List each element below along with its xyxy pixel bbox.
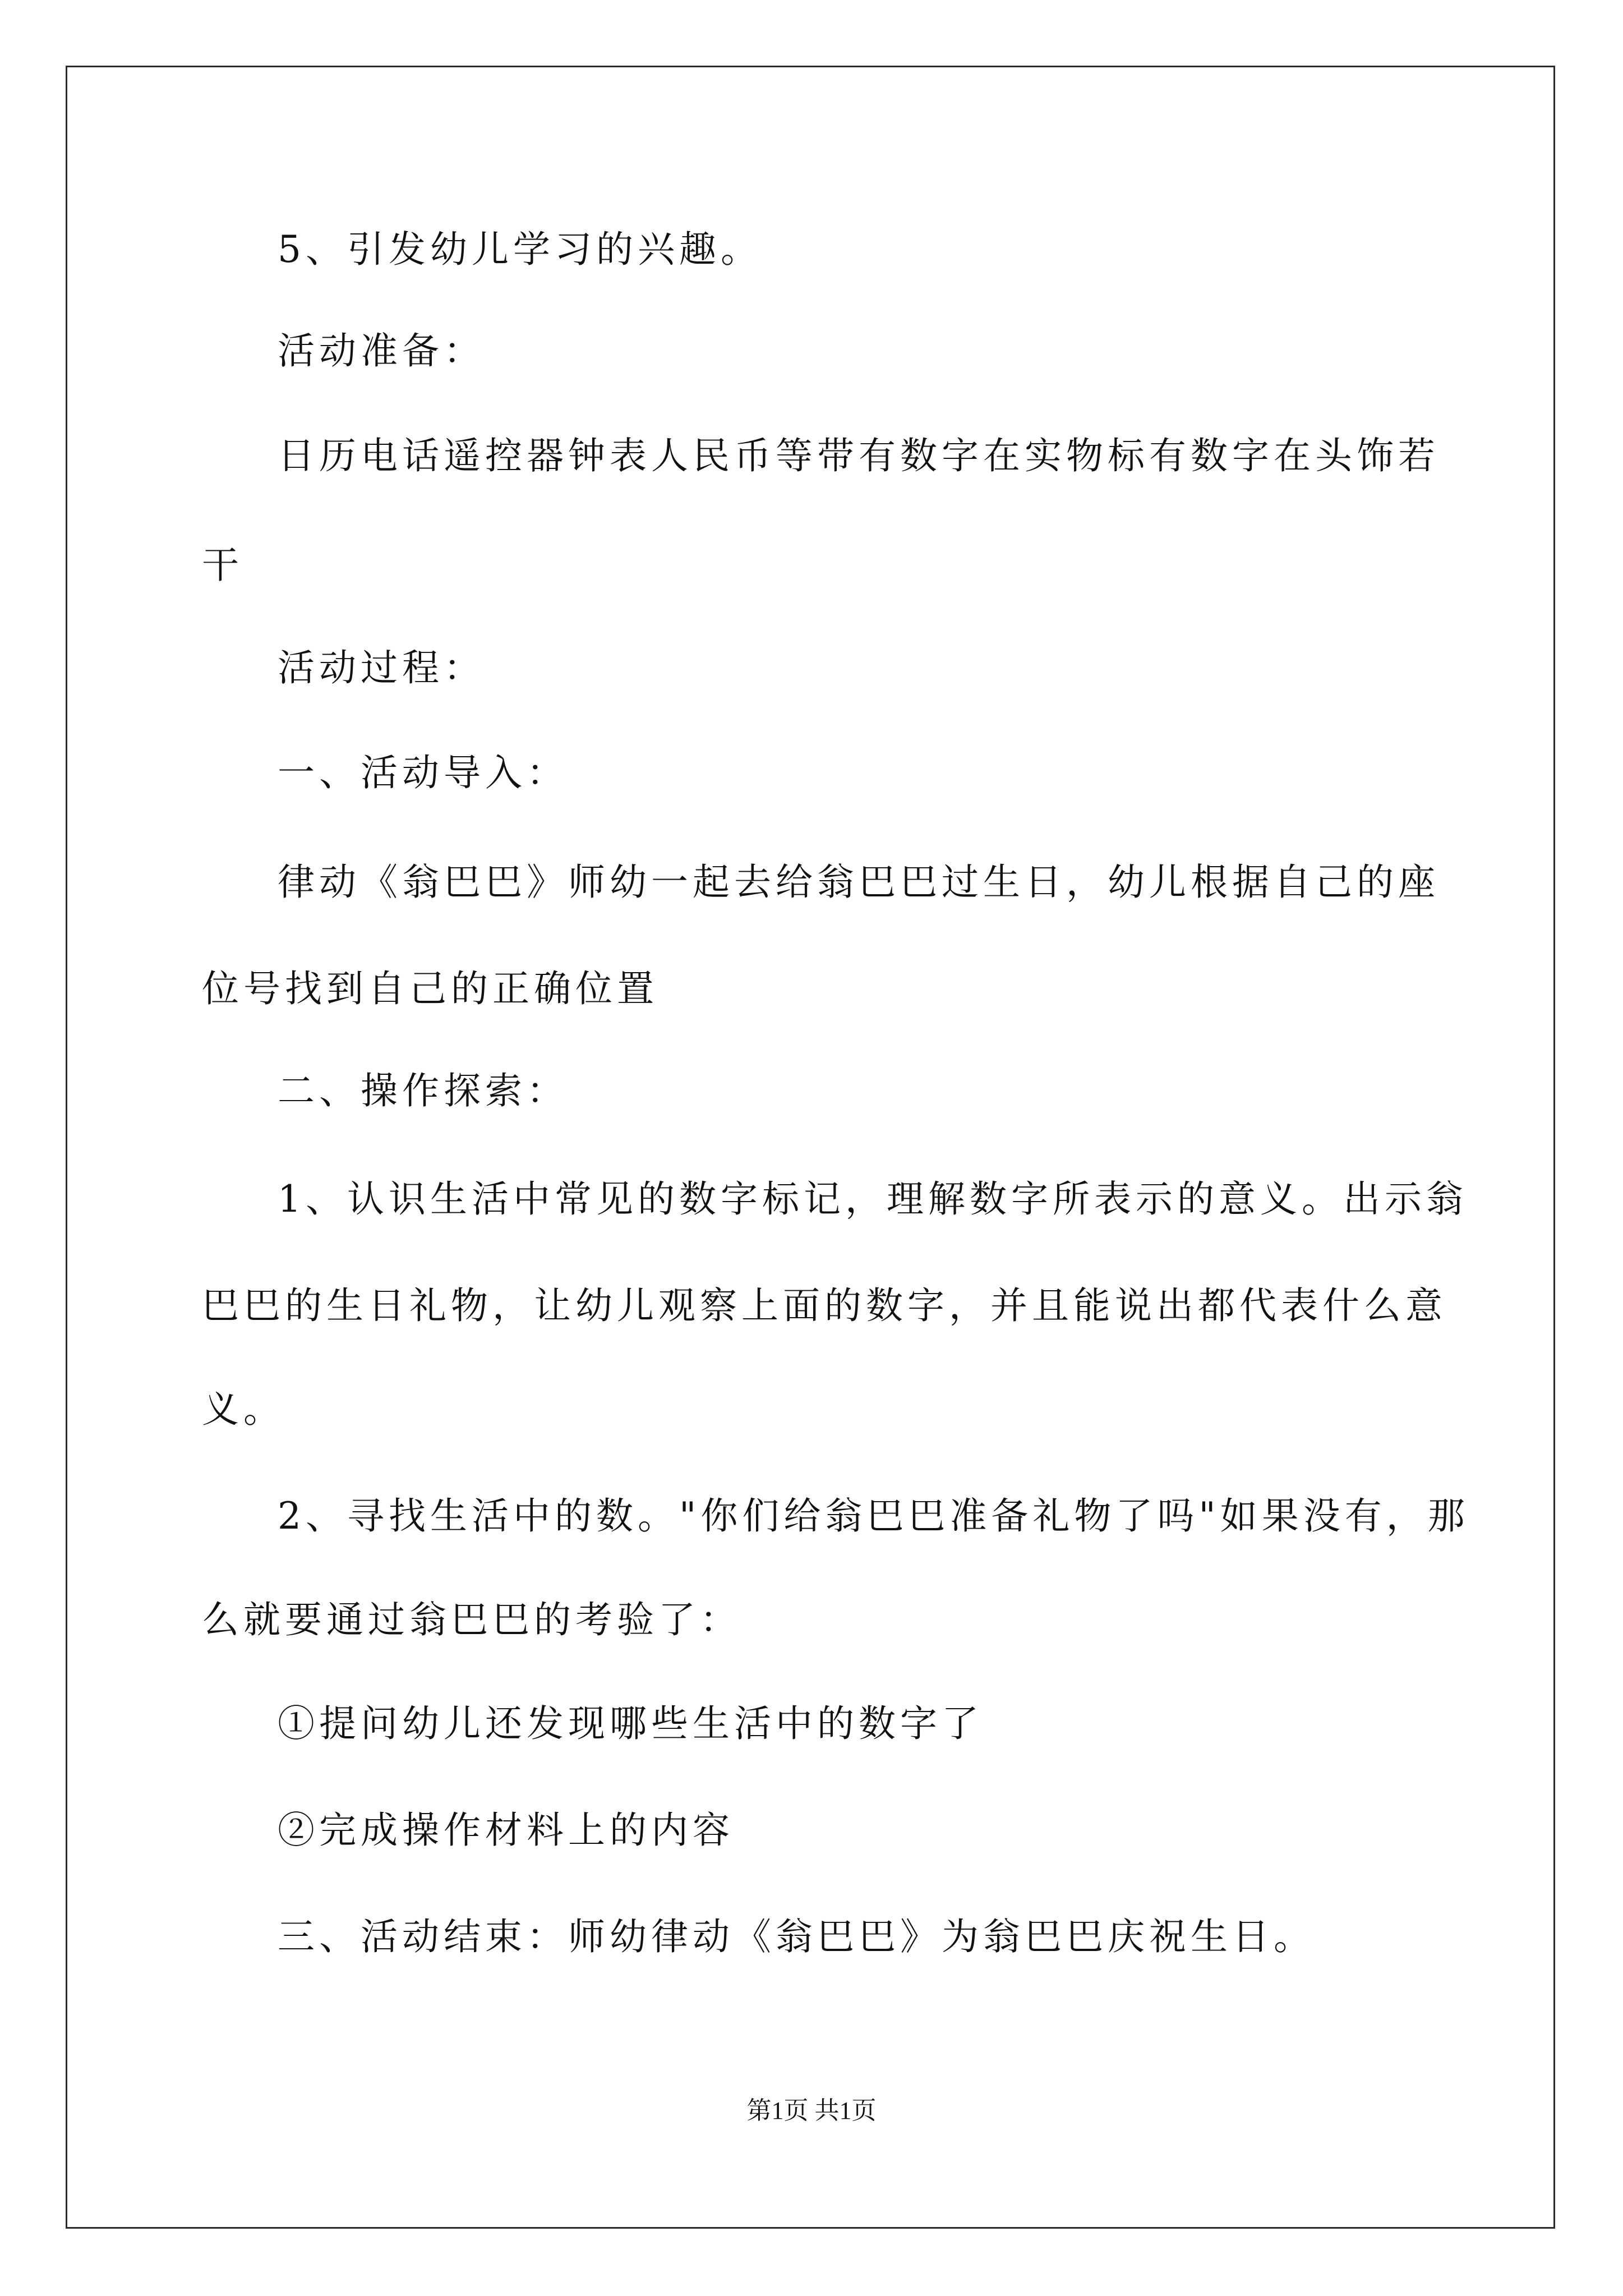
page-border (66, 66, 1555, 2229)
explore-1-line-3: 义。 (202, 1388, 285, 1431)
explore-2-line-2: 么就要通过翁巴巴的考验了： (202, 1598, 741, 1641)
intro-heading: 一、活动导入： (278, 751, 568, 794)
explore-heading: 二、操作探索： (278, 1069, 568, 1112)
page-number-footer: 第1页 共1页 (746, 2097, 877, 2124)
end-text: 三、活动结束：师幼律动《翁巴巴》为翁巴巴庆祝生日。 (278, 1915, 1315, 1958)
prep-text-line-2: 干 (202, 544, 243, 587)
intro-text-line-2: 位号找到自己的正确位置 (202, 967, 658, 1010)
prep-heading: 活动准备： (278, 329, 485, 372)
explore-1-line-2: 巴巴的生日礼物，让幼儿观察上面的数字，并且能说出都代表什么意 (202, 1284, 1447, 1327)
intro-text-line-1: 律动《翁巴巴》师幼一起去给翁巴巴过生日，幼儿根据自己的座 (278, 861, 1440, 904)
explore-2-item-1: ①提问幼儿还发现哪些生活中的数字了 (278, 1702, 983, 1745)
explore-2-line-1: 2、寻找生活中的数。"你们给翁巴巴准备礼物了吗"如果没有，那 (278, 1494, 1469, 1538)
prep-text-line-1: 日历电话遥控器钟表人民币等带有数字在实物标有数字在头饰若 (278, 434, 1440, 477)
goal-5-line: 5、引发幼儿学习的兴趣。 (278, 228, 762, 271)
explore-1-line-1: 1、认识生活中常见的数字标记，理解数字所表示的意义。出示翁 (278, 1177, 1468, 1221)
explore-2-item-2: ②完成操作材料上的内容 (278, 1809, 734, 1852)
process-heading: 活动过程： (278, 646, 485, 689)
